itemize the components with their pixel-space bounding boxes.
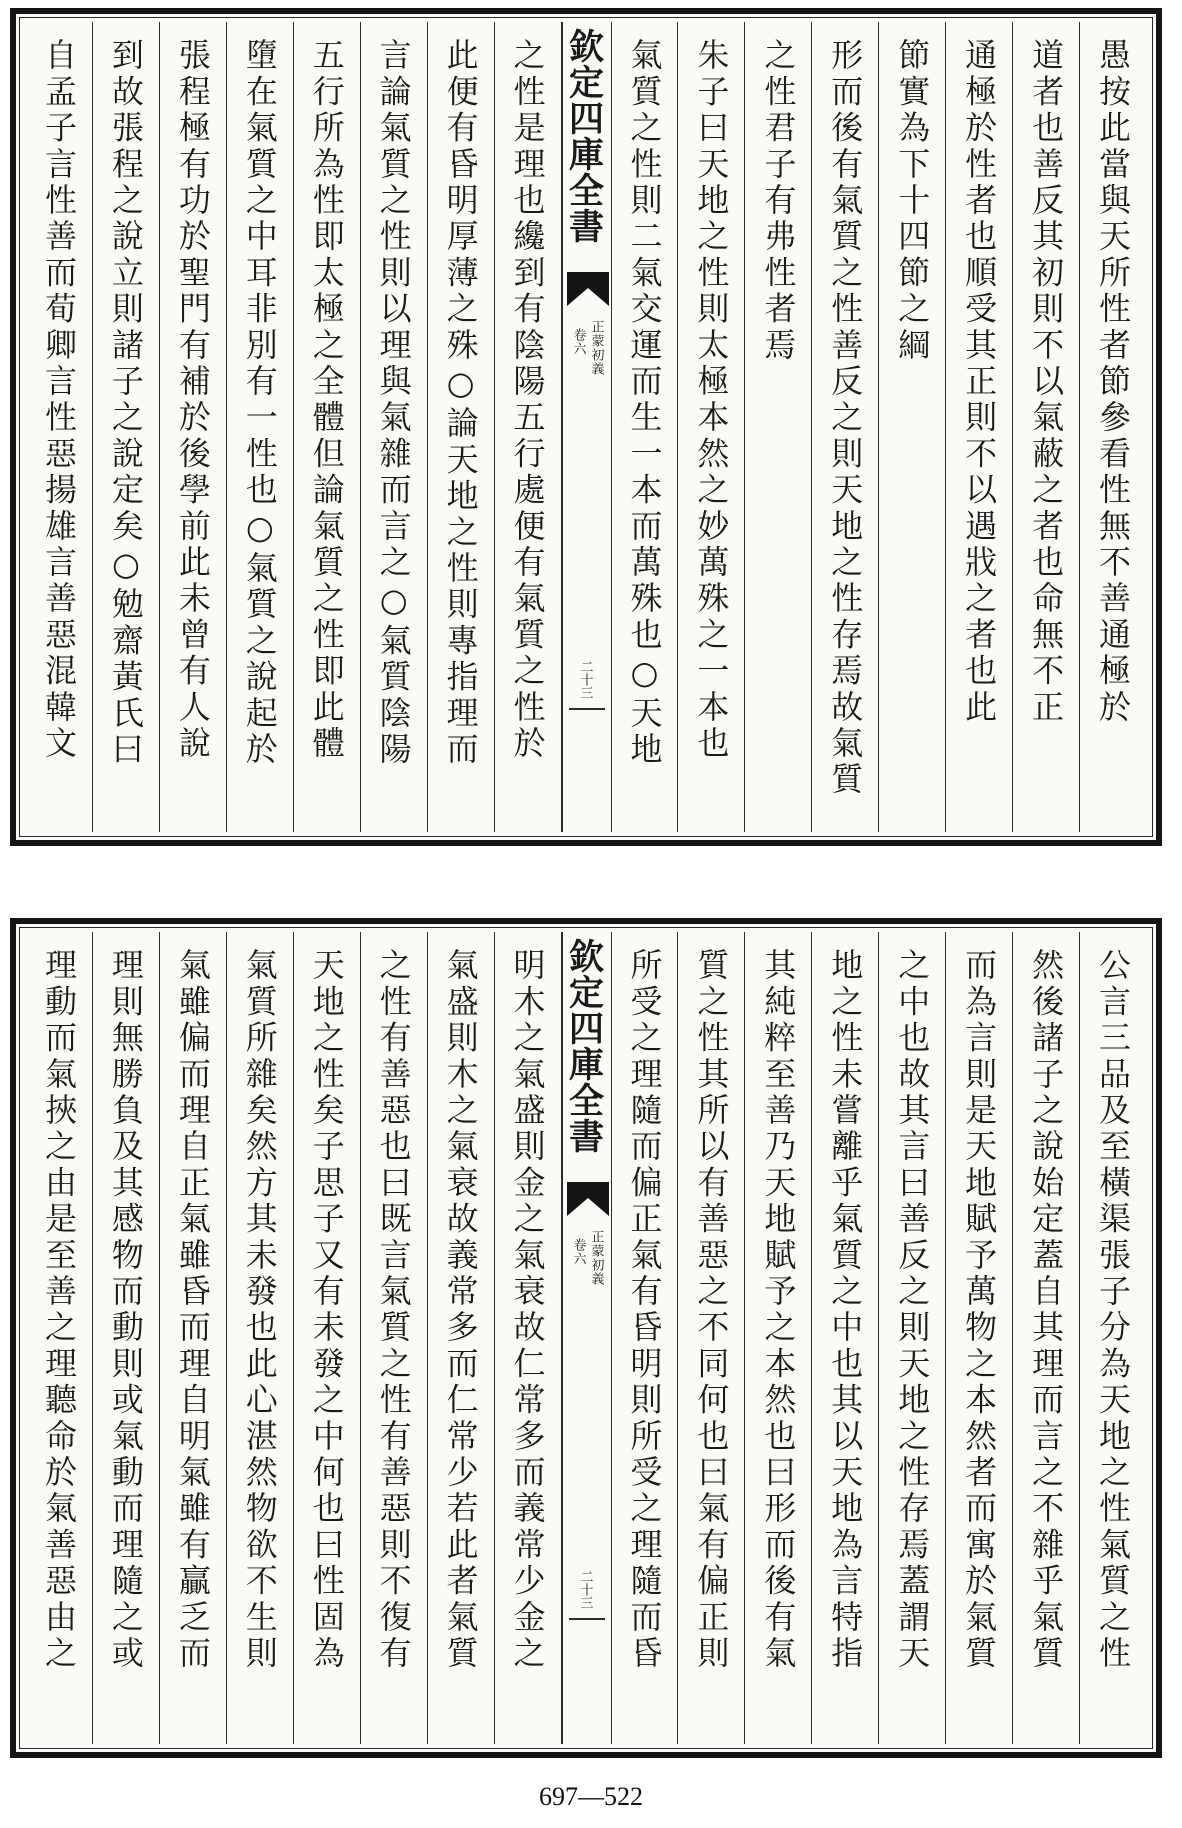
text-column — [93, 932, 160, 1744]
text-columns — [26, 932, 1146, 1744]
text-column — [428, 22, 495, 832]
banxin-leaf-number: 二十三 — [577, 660, 593, 699]
column-text: 明木之氣盛則金之氣衰故仁常多而義常少金之 — [508, 948, 547, 1672]
text-column — [1013, 932, 1080, 1744]
column-text: 形而後有氣質之性善反之則天地之性存焉故氣質 — [826, 38, 865, 799]
text-column — [678, 932, 745, 1744]
text-column — [812, 932, 879, 1744]
column-text: 節實為下十四節之綱 — [893, 38, 932, 364]
column-text: 地之性未嘗離乎氣質之中也其以天地為言特指 — [826, 948, 865, 1672]
fishtail-ornament-icon — [567, 1182, 609, 1216]
column-text: 所受之理隨而偏正氣有昏明則所受之理隨而昏 — [625, 948, 664, 1672]
text-column — [812, 22, 879, 832]
text-column — [612, 22, 679, 832]
text-column — [294, 22, 361, 832]
column-text: 道者也善反其初則不以氣蔽之者也命無不正 — [1027, 38, 1066, 726]
column-text: 言論氣質之性則以理與氣雜而言之○氣質陰陽 — [374, 38, 413, 768]
page-number: 697—522 — [539, 1782, 643, 1811]
text-column — [160, 22, 227, 832]
page-panel-top — [10, 8, 1162, 846]
column-text: 天地之性矣子思子又有未發之中何也曰性固為 — [307, 948, 346, 1672]
column-text: 自孟子言性善而荀卿言性惡揚雄言善惡混韓文 — [39, 38, 78, 762]
center-fold-banxin — [562, 22, 612, 832]
text-column — [879, 932, 946, 1744]
text-column — [745, 22, 812, 832]
page-panel-bottom — [10, 918, 1162, 1758]
column-text: 氣盛則木之氣衰故義常多而仁常少若此者氣質 — [441, 948, 480, 1672]
text-column — [361, 22, 428, 832]
banxin-book-title: 正蒙初義 — [588, 1230, 604, 1286]
center-fold-banxin — [562, 932, 612, 1744]
text-column — [26, 932, 93, 1744]
banxin-juan: 卷六 — [570, 1238, 586, 1266]
text-column — [495, 22, 562, 832]
column-text: 氣質所雜矣然方其未發也此心湛然物欲不生則 — [240, 948, 279, 1672]
column-text: 五行所為性即太極之全體但論氣質之性即此體 — [307, 38, 346, 762]
column-text: 氣雖偏而理自正氣雖昏而理自明氣雖有贏乏而 — [173, 948, 212, 1672]
text-column — [678, 22, 745, 832]
banxin-title: 欽定四庫全書 — [563, 938, 605, 1154]
text-column — [1080, 22, 1146, 832]
column-text: 此便有昏明厚薄之殊○論天地之性則專指理而 — [441, 38, 480, 768]
text-column — [1013, 22, 1080, 832]
column-text: 之性有善惡也曰既言氣質之性有善惡則不復有 — [374, 948, 413, 1672]
column-text: 氣質之性則二氣交運而生一本而萬殊也○天地 — [625, 38, 664, 768]
column-text: 理則無勝負及其感物而動則或氣動而理隨之或 — [106, 948, 145, 1672]
column-text: 通極於性者也順受其正則不以遇戕之者也此 — [960, 38, 999, 726]
text-column — [612, 932, 679, 1744]
text-column — [93, 22, 160, 832]
column-text: 然後諸子之說始定蓋自其理而言之不雜乎氣質 — [1027, 948, 1066, 1672]
column-text: 到故張程之說立則諸子之說定矣○勉齋黃氏曰 — [106, 38, 145, 768]
text-column — [294, 932, 361, 1744]
column-text: 其純粹至善乃天地賦予之本然也曰形而後有氣 — [759, 948, 798, 1672]
column-text: 張程極有功於聖門有補於後學前此未曾有人說 — [173, 38, 212, 762]
banxin-book-title: 正蒙初義 — [588, 320, 604, 376]
column-text: 之性是理也纔到有陰陽五行處便有氣質之性於 — [508, 38, 547, 762]
banxin-leaf-number: 二十三 — [577, 1570, 593, 1609]
text-column — [428, 932, 495, 1744]
banxin-juan: 卷六 — [570, 328, 586, 356]
text-column — [160, 932, 227, 1744]
text-column — [946, 22, 1013, 832]
column-text: 公言三品及至橫渠張子分為天地之性氣質之性 — [1094, 948, 1133, 1672]
text-column — [946, 932, 1013, 1744]
text-column — [227, 22, 294, 832]
text-column — [26, 22, 93, 832]
text-column — [361, 932, 428, 1744]
column-text: 之性君子有弗性者焉 — [759, 38, 798, 364]
column-text: 之中也故其言曰善反之則天地之性存焉蓋謂天 — [893, 948, 932, 1672]
column-text: 墮在氣質之中耳非別有一性也○氣質之說起於 — [240, 38, 279, 768]
banxin-rule — [569, 1618, 605, 1620]
text-column — [879, 22, 946, 832]
column-text: 質之性其所以有善惡之不同何也曰氣有偏正則 — [692, 948, 731, 1672]
column-text: 愚按此當與天所性者節參看性無不善通極於 — [1094, 38, 1133, 726]
fishtail-ornament-icon — [567, 272, 609, 306]
text-column — [227, 932, 294, 1744]
column-text: 而為言則是天地賦予萬物之本然者而寓於氣質 — [960, 948, 999, 1672]
text-column — [495, 932, 562, 1744]
text-columns — [26, 22, 1146, 832]
text-column — [1080, 932, 1146, 1744]
column-text: 理動而氣挾之由是至善之理聽命於氣善惡由之 — [39, 948, 78, 1672]
text-column — [745, 932, 812, 1744]
banxin-rule — [569, 708, 605, 710]
column-text: 朱子曰天地之性則太極本然之妙萬殊之一本也 — [692, 38, 731, 762]
banxin-title: 欽定四庫全書 — [563, 28, 605, 244]
